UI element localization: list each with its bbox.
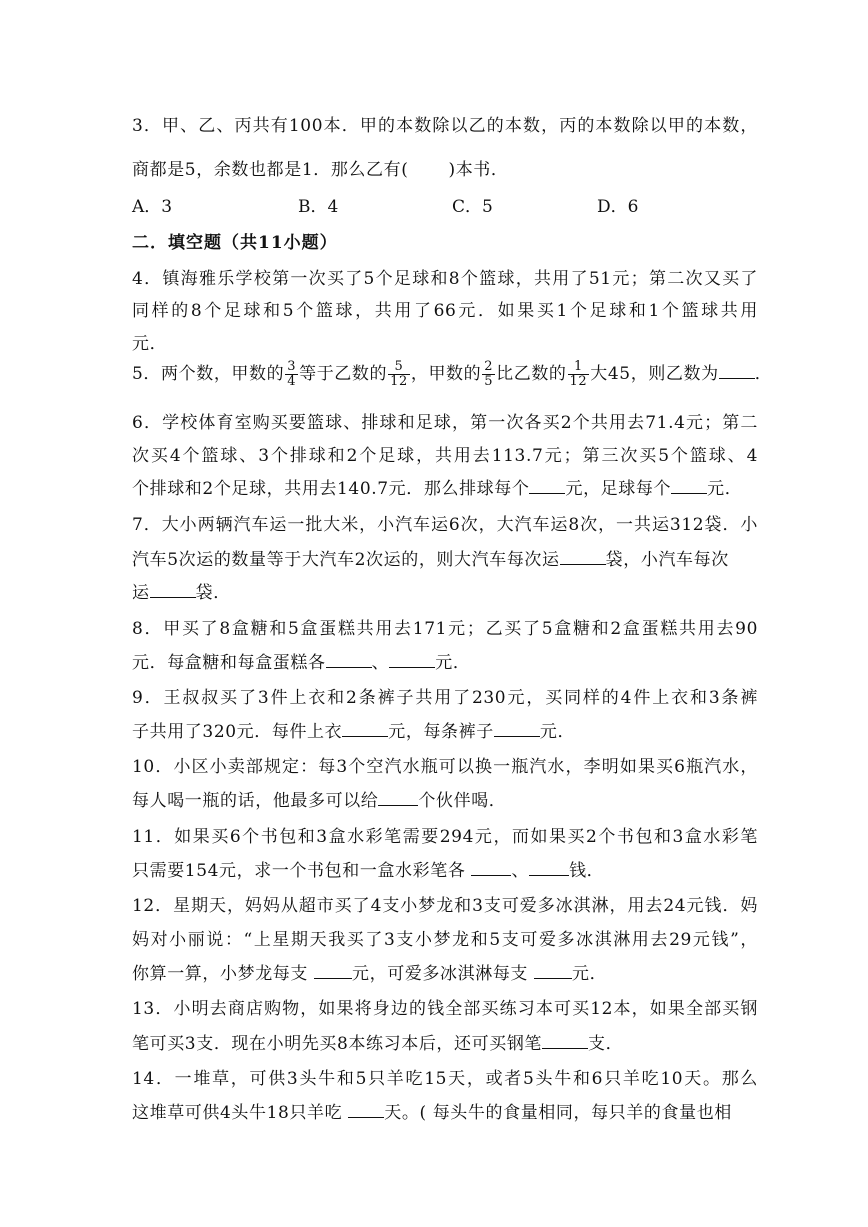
q5-text-3: ，甲数的 — [410, 364, 482, 384]
q13-line-1: 13．小明去商店购物，如果将身边的钱全部买练习本可买12本，如果全部买钢 — [132, 999, 758, 1019]
q3-stem: 商都是5，余数也都是1．那么乙有( — [132, 160, 409, 180]
q4-line-1: 4．镇海雅乐学校第一次买了5个足球和8个篮球，共用了51元；第二次又买了 — [132, 269, 758, 289]
q14-line-1: 14．一堆草，可供3头牛和5只羊吃15天，或者5头牛和6只羊吃10天。那么 — [132, 1069, 758, 1089]
q10-line-1: 10．小区小卖部规定：每3个空汽水瓶可以换一瓶汽水，李明如果买6瓶汽水， — [132, 757, 758, 777]
fraction-denominator: 12 — [569, 374, 588, 389]
answer-blank — [529, 476, 565, 494]
q4-line-2: 同样的8个足球和5个篮球，共用了66元．如果买1个足球和1个篮球共用 — [132, 301, 758, 321]
fraction-5-12 — [388, 360, 410, 390]
q8-text-2: 、 — [371, 653, 390, 673]
q11-text-3: 钱． — [569, 861, 605, 881]
answer-blank — [671, 476, 707, 494]
q6-line-2: 次买4个篮球、3个排球和2个足球，共用去113.7元；第三次买5个篮球、4 — [132, 446, 758, 466]
q6-text-1: 个排球和2个足球，共用去140.7元．那么排球每个 — [132, 479, 530, 499]
answer-blank — [542, 1031, 588, 1049]
answer-blank — [534, 961, 572, 979]
fraction-numerator: 3 — [287, 358, 297, 374]
q12-line-2: 妈对小丽说：“上星期天我买了3支小梦龙和5支可爱多冰淇淋用去29元钱”， — [132, 930, 758, 950]
q5-text-2: 等于乙数的 — [299, 364, 388, 384]
q7-text-3: 运 — [132, 583, 150, 603]
answer-blank — [342, 719, 388, 737]
fraction-denominator: 12 — [390, 374, 408, 389]
q5-text-1: 5．两个数，甲数的 — [132, 364, 285, 384]
q6-text-2: 元，足球每个 — [565, 479, 672, 499]
q13-line-2 — [132, 1029, 758, 1054]
q14-text-2: 天。( 每头牛的食量相同，每只羊的食量也相 — [384, 1103, 732, 1123]
q12-text-1: 你算一算，小梦龙每支 — [132, 964, 315, 984]
answer-blank — [150, 580, 196, 598]
q9-text-3: 元． — [539, 722, 576, 742]
fraction-denominator: 4 — [287, 374, 297, 389]
fraction-numerator: 1 — [568, 360, 590, 375]
q8-line-1: 8．甲买了8盒糖和5盒蛋糕共用去171元；乙买了5盒糖和2盒蛋糕共用去90 — [132, 619, 758, 639]
q5-text-5: 大45，则乙数为 — [590, 364, 719, 384]
answer-blank — [378, 788, 418, 806]
q7-line-1: 7．大小两辆汽车运一批大米，小汽车运6次，大汽车运8次，一共运312袋．小 — [132, 515, 758, 535]
q5-text-6: ． — [754, 364, 773, 384]
q13-text-2: 支． — [588, 1034, 624, 1054]
q7-line-3 — [132, 578, 758, 603]
q11-text-2: 、 — [511, 861, 530, 881]
q14-line-2 — [132, 1098, 758, 1123]
q13-text-1: 笔可买3支．现在小明先买8本练习本后，还可买钢笔 — [132, 1034, 543, 1054]
q9-line-1: 9．王叔叔买了3件上衣和2条裤子共用了230元，买同样的4件上衣和3条裤 — [132, 688, 758, 708]
q11-text-1: 只需要154元，求一个书包和一盒水彩笔各 — [132, 861, 472, 881]
q14-text-1: 这堆草可供4头牛18只羊吃 — [132, 1103, 349, 1123]
fraction-denominator: 5 — [484, 374, 494, 389]
q12-line-3 — [132, 959, 758, 984]
fraction-numerator: 2 — [484, 358, 494, 374]
q5-line — [132, 356, 773, 392]
q12-text-3: 元． — [572, 964, 608, 984]
q9-text-2: 元，每条裤子 — [388, 722, 494, 742]
answer-blank — [471, 858, 511, 876]
q9-line-2 — [132, 717, 758, 742]
q7-text-4: 袋． — [195, 583, 231, 603]
q6-line-1: 6．学校体育室购买要篮球、排球和足球，第一次各买2个共用去71.4元；第二 — [132, 413, 758, 433]
answer-blank — [314, 961, 352, 979]
q3-option-b: B．4 — [298, 197, 339, 217]
q6-line-3 — [132, 474, 758, 499]
q5-text-4: 比乙数的 — [496, 364, 567, 384]
q11-line-1: 11．如果买6个书包和3盒水彩笔需要294元，而如果买2个书包和3盒水彩笔 — [132, 827, 758, 847]
q7-line-2 — [132, 545, 758, 570]
q3-line-2 — [132, 155, 758, 180]
fraction-3-4 — [285, 360, 298, 390]
q7-text-2: 袋，小汽车每次 — [605, 550, 729, 570]
q10-text-2: 个伙伴喝． — [418, 791, 507, 811]
q7-text-1: 汽车5次运的数量等于大汽车2次运的，则大汽车每次运 — [132, 550, 560, 570]
fraction-numerator: 5 — [388, 360, 410, 375]
q12-line-1: 12．星期天，妈妈从超市买了4支小梦龙和3支可爱多冰淇淋，用去24元钱．妈 — [132, 896, 758, 916]
answer-blank — [326, 650, 372, 668]
q11-line-2 — [132, 856, 758, 881]
q10-line-2 — [132, 786, 758, 811]
q9-text-1: 子共用了320元．每件上衣 — [132, 722, 343, 742]
q12-text-2: 元，可爱多冰淇淋每支 — [352, 964, 535, 984]
q10-text-1: 每人喝一瓶的话，他最多可以给 — [132, 791, 379, 811]
q6-text-3: 元． — [707, 479, 743, 499]
answer-blank — [348, 1100, 384, 1118]
q8-text-3: 元． — [435, 653, 471, 673]
q8-line-2 — [132, 648, 758, 673]
fraction-2-5 — [482, 360, 495, 390]
q3-option-c: C．5 — [452, 197, 493, 217]
q4-line-3: 元． — [132, 334, 168, 354]
q3-option-d: D．6 — [597, 197, 639, 217]
answer-blank — [560, 547, 606, 565]
q3-line-1: 3．甲、乙、丙共有100本．甲的本数除以乙的本数，丙的本数除以甲的本数， — [132, 116, 758, 136]
section-title: 二．填空题（共11小题） — [132, 233, 338, 253]
q3-stem-end: )本书． — [448, 160, 509, 180]
q3-option-a: A．3 — [132, 197, 173, 217]
answer-blank — [494, 719, 540, 737]
answer-blank — [389, 650, 435, 668]
answer-blank — [529, 858, 569, 876]
fraction-1-12 — [568, 360, 590, 390]
answer-blank — [719, 361, 755, 379]
q8-text-1: 元．每盒糖和每盒蛋糕各 — [132, 653, 326, 673]
